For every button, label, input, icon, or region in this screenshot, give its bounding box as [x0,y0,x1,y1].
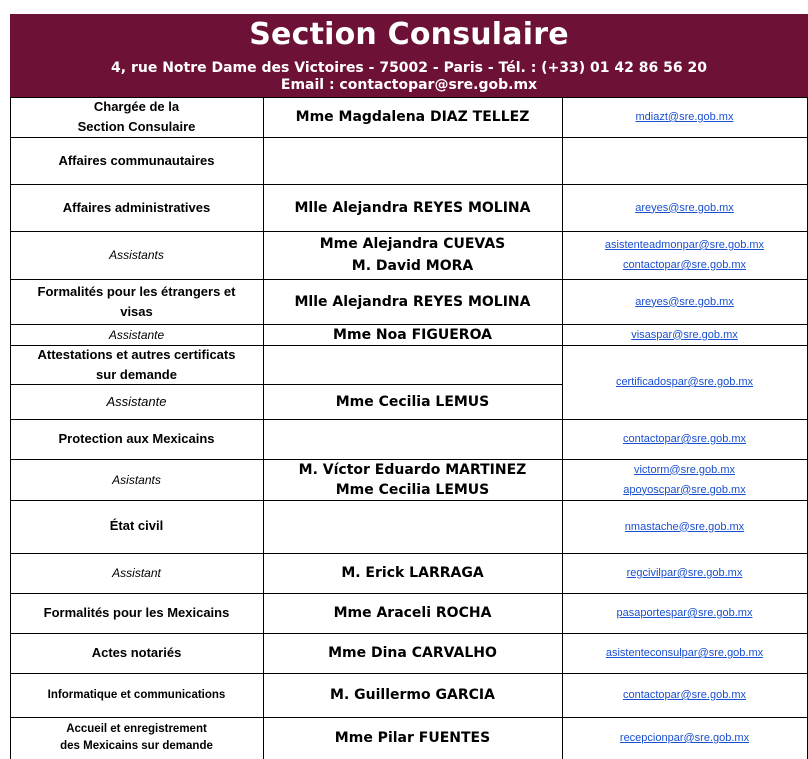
email-link[interactable]: nmastache@sre.gob.mx [624,520,745,533]
email-link[interactable]: asistenteconsulpar@sre.gob.mx [605,647,764,659]
email-cell [562,345,807,419]
row-label [10,345,263,384]
email-link[interactable]: contactopar@sre.gob.mx [622,259,747,271]
row-label: Assistante [106,394,167,409]
contact-name: M. Erick LARRAGA [341,565,484,581]
email-cell [562,593,807,633]
email-link[interactable]: contactopar@sre.gob.mx [622,689,747,701]
contact-name: Mme Alejandra CUEVAS [319,236,506,252]
email-cell [562,459,807,500]
row-label-line: des Mexicains sur demande [60,740,213,752]
contact-name: Mlle Alejandra REYES MOLINA [294,199,531,216]
email-cell [562,231,807,279]
email-link[interactable]: contactopar@sre.gob.mx [622,433,747,445]
row-label-line: Section Consulaire [77,119,196,134]
email-cell [562,184,807,231]
contact-names [263,459,562,500]
row-label: Formalités pour les Mexicains [43,605,230,620]
email-link[interactable]: victorm@sre.gob.mx [633,463,736,476]
row-label [10,97,263,137]
row-label: Assistant [112,566,161,580]
row-label: Assistants [109,248,164,262]
row-label-line: visas [120,303,153,319]
email-cell [562,717,807,759]
email-link[interactable]: visaspar@sre.gob.mx [631,328,738,341]
email-cell [562,500,807,553]
row-label-line: Chargée de la [93,99,180,114]
row-label-line: sur demande [96,366,177,382]
contact-name: Mme Magdalena DIAZ TELLEZ [295,109,530,125]
row-label: Informatique et communications [47,688,226,701]
email-link[interactable]: recepcionpar@sre.gob.mx [619,732,750,744]
email-cell [562,673,807,717]
contact-name: Mlle Alejandra REYES MOLINA [294,293,531,310]
row-label: Affaires communautaires [58,152,215,168]
contact-name: Mme Cecilia LEMUS [335,393,490,410]
row-label-line: Formalités pour les étrangers et [37,283,236,299]
contact-name: Mme Noa FIGUEROA [333,326,492,343]
address-line: 4, rue Notre Dame des Victoires - 75002 - Paris - Tél. : (+33) 01 42 86 56 20 [111,60,707,76]
email-link[interactable]: apoyoscpar@sre.gob.mx [623,483,746,496]
row-label: Protection aux Mexicains [58,431,215,446]
email-link[interactable]: certificadospar@sre.gob.mx [615,376,754,388]
email-cell [562,97,807,137]
email-link[interactable]: asistenteadmonpar@sre.gob.mx [604,239,765,251]
contact-name: M. Víctor Eduardo MARTINEZ [298,461,527,478]
row-label [10,279,263,324]
contact-name: Mme Pilar FUENTES [334,730,491,746]
row-label: Asistants [112,472,161,487]
row-label: Assistante [108,327,165,342]
page-title: Section Consulaire [249,17,569,52]
email-cell [562,279,807,324]
email-cell [562,419,807,459]
contact-name: M. David MORA [351,258,474,274]
email-line: Email : contactopar@sre.gob.mx [280,77,538,93]
row-label-line: Attestations et autres certificats [37,346,236,362]
row-label-line: Accueil et enregistrement [66,723,207,735]
row-label: État civil [109,518,164,533]
contact-name: Mme Dina CARVALHO [328,645,497,661]
row-label: Affaires administratives [62,199,211,215]
email-link[interactable]: areyes@sre.gob.mx [635,295,734,308]
contact-name: Mme Cecilia LEMUS [335,481,490,498]
email-link[interactable]: mdiazt@sre.gob.mx [635,111,734,123]
email-cell [562,633,807,673]
email-link[interactable]: pasaportespar@sre.gob.mx [616,607,753,619]
contact-names [263,231,562,279]
row-label: Actes notariés [91,645,182,660]
email-cell [562,553,807,593]
email-link[interactable]: regcivilpar@sre.gob.mx [626,567,743,579]
email-link[interactable]: areyes@sre.gob.mx [635,201,734,214]
contact-name: Mme Araceli ROCHA [333,605,492,621]
contact-name: M. Guillermo GARCIA [330,687,495,703]
row-label [10,717,263,759]
email-cell [562,324,807,345]
